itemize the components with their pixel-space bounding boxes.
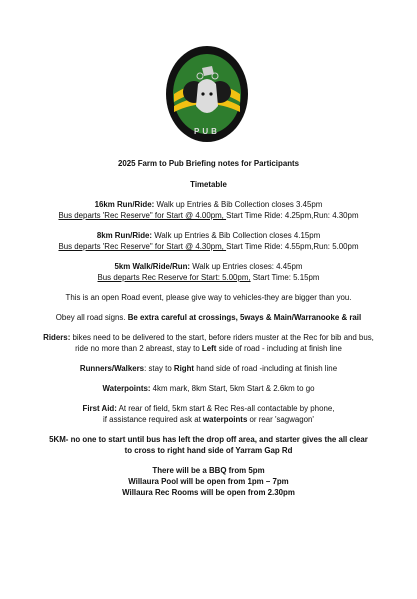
riders-text-2c: side of road - including at finish line <box>216 344 342 353</box>
start-times-5km: Start Time: 5.15pm <box>250 273 320 282</box>
rec-rooms-text: Willaura Rec Rooms will be open from 2.30pm <box>122 488 295 497</box>
first-aid-notice <box>4 403 413 425</box>
rec-rooms-line <box>4 487 413 498</box>
closing-notes <box>4 465 413 498</box>
entries-5km: Walk up Entries closes: 4.45pm <box>190 262 303 271</box>
timetable-5km-bus <box>4 272 413 283</box>
first-aid-text-2c: or rear 'sagwagon' <box>247 415 314 424</box>
bbq-line <box>4 465 413 476</box>
five-km-text-1: 5KM- no one to start until bus has left the drop off area, and starter gives the all clear <box>49 435 368 444</box>
runners-right: Right <box>173 364 195 373</box>
timetable-5km <box>4 261 413 283</box>
timetable-16km-bus <box>4 210 413 221</box>
bus-16km: Bus departs 'Rec Reserve" for Start @ 4.00pm, <box>58 211 227 220</box>
label-16km: 16km Run/Ride: <box>94 200 155 209</box>
riders-line-2 <box>4 343 413 354</box>
obey-plain: Obey all road signs. <box>55 313 128 322</box>
label-5km: 5km Walk/Ride/Run: <box>114 262 191 271</box>
riders-text-2a: ride no more than 2 abreast, stay to <box>75 344 202 353</box>
obey-signs-notice <box>4 312 413 323</box>
briefing-notes <box>4 158 413 507</box>
logo-ram-eye-left <box>201 92 204 95</box>
waterpoints-text: 4km mark, 8km Start, 5km Start & 2.6km to go <box>150 384 315 393</box>
first-aid-text-2a: if assistance required ask at <box>103 415 204 424</box>
pool-text: Willaura Pool will be open from 1pm – 7pm <box>128 477 289 486</box>
five-km-line-2 <box>4 445 413 456</box>
start-times-16km: Start Time Ride: 4.25pm,Run: 4.30pm <box>226 211 359 220</box>
bbq-text: There will be a BBQ from 5pm <box>152 466 265 475</box>
riders-text-1: bikes need to be delivered to the start, before riders muster at the Rec for bib and bus, <box>70 333 374 342</box>
five-km-text-2: to cross to right hand side of Yarram Gap Rd <box>124 446 293 455</box>
riders-label: Riders: <box>43 333 71 342</box>
timetable-16km-entries <box>4 199 413 210</box>
runners-end: hand side of road -including at finish line <box>194 364 338 373</box>
runners-notice <box>4 363 413 374</box>
first-aid-label: First Aid: <box>82 404 117 413</box>
document-title: 2025 Farm to Pub Briefing notes for Participants <box>117 159 300 168</box>
runners-label: Runners/Walkers <box>79 364 145 373</box>
bus-5km: Bus departs Rec Reserve for Start: 5.00pm, <box>97 273 251 282</box>
five-km-notice <box>4 434 413 456</box>
entries-16km: Walk up Entries & Bib Collection closes 3.45pm <box>154 200 323 209</box>
first-aid-waterpoints: waterpoints <box>203 415 248 424</box>
first-aid-line-1 <box>4 403 413 414</box>
pool-line <box>4 476 413 487</box>
start-times-8km: Start Time Ride: 4.55pm,Run: 5.00pm <box>226 242 359 251</box>
timetable-16km <box>4 199 413 221</box>
riders-line-1 <box>4 332 413 343</box>
timetable-heading: Timetable <box>190 180 227 189</box>
waterpoints-label: Waterpoints: <box>102 384 151 393</box>
logo-ram-head <box>196 79 218 113</box>
first-aid-text-1: At rear of field, 5km start & Rec Res-all contactable by phone, <box>116 404 335 413</box>
timetable-8km <box>4 230 413 252</box>
obey-bold: Be extra careful at crossings, 5ways & Main/Warranooke & rail <box>127 313 362 322</box>
first-aid-line-2 <box>4 414 413 425</box>
runners-mid: : stay to <box>144 364 174 373</box>
riders-notice <box>4 332 413 354</box>
timetable-8km-entries <box>4 230 413 241</box>
open-road-notice: This is an open Road event, please give way to vehicles-they are bigger than you. <box>65 293 352 302</box>
timetable-5km-entries <box>4 261 413 272</box>
waterpoints-notice <box>4 383 413 394</box>
timetable-8km-bus <box>4 241 413 252</box>
farm-to-pub-logo <box>164 44 250 144</box>
entries-8km: Walk up Entries & Bib Collection closes 4.15pm <box>152 231 321 240</box>
five-km-line-1 <box>4 434 413 445</box>
bus-8km: Bus departs 'Rec Reserve" for Start @ 4.30pm, <box>58 242 227 251</box>
logo-text: PUB <box>194 127 220 136</box>
logo-ram-eye-right <box>209 92 212 95</box>
label-8km: 8km Run/Ride: <box>96 231 153 240</box>
riders-left: Left <box>201 344 217 353</box>
